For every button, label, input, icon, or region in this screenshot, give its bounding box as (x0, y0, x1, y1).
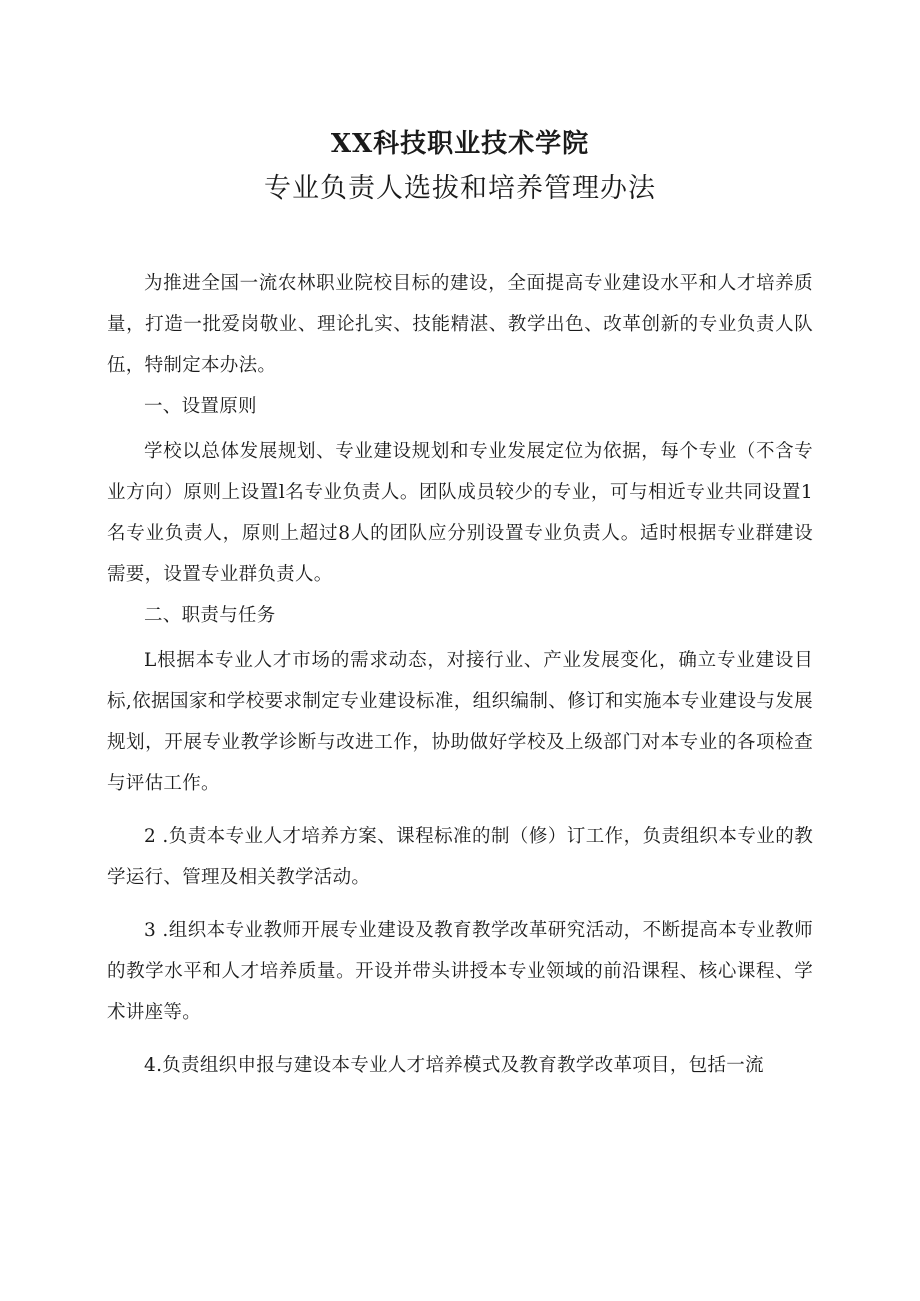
document-body (107, 263, 813, 1086)
principles-paragraph: 学校以总体发展规划、专业建设规划和专业发展定位为依据，每个专业（不含专业方向）原则上设置l名专业负责人。团队成员较少的专业，可与相近专业共同设置1名专业负责人，原则上超过8人的团队应分别设置专业负责人。适时根据专业群建设需要，设置专业群负责人。 (107, 441, 813, 585)
intro-paragraph: 为推进全国一流农林职业院校目标的建设，全面提高专业建设水平和人才培养质量，打造一批爱岗敬业、理论扎实、技能精湛、教学出色、改革创新的专业负责人队伍，特制定本办法。 (107, 273, 813, 376)
page-title: XX科技职业技术学院 (330, 129, 590, 159)
page-subtitle: 专业负责人选拔和培养管理办法 (264, 173, 656, 204)
section-heading-duties: 二、职责与任务 (144, 605, 276, 626)
title-block (0, 124, 920, 209)
duty-item-3: 3 .组织本专业教师开展专业建设及教育教学改革研究活动，不断提高本专业教师的教学水平和人才培养质量。开设并带头讲授本专业领域的前沿课程、核心课程、学术讲座等。 (107, 920, 813, 1023)
section-heading-principles: 一、设置原则 (144, 396, 257, 417)
duty-item-4: 4.负责组织申报与建设本专业人才培养模式及教育教学改革项目，包括一流 (144, 1055, 764, 1076)
duty-item-2: 2 .负责本专业人才培养方案、课程标准的制（修）订工作，负责组织本专业的教学运行、管理及相关教学活动。 (107, 826, 813, 888)
duty-item-1: L根据本专业人才市场的需求动态，对接行业、产业发展变化，确立专业建设目标,依据国家和学校要求制定专业建设标准，组织编制、修订和实施本专业建设与发展规划，开展专业教学诊断与改进工作，协助做好学校及上级部门对本专业的各项检查与评估工作。 (107, 650, 813, 794)
